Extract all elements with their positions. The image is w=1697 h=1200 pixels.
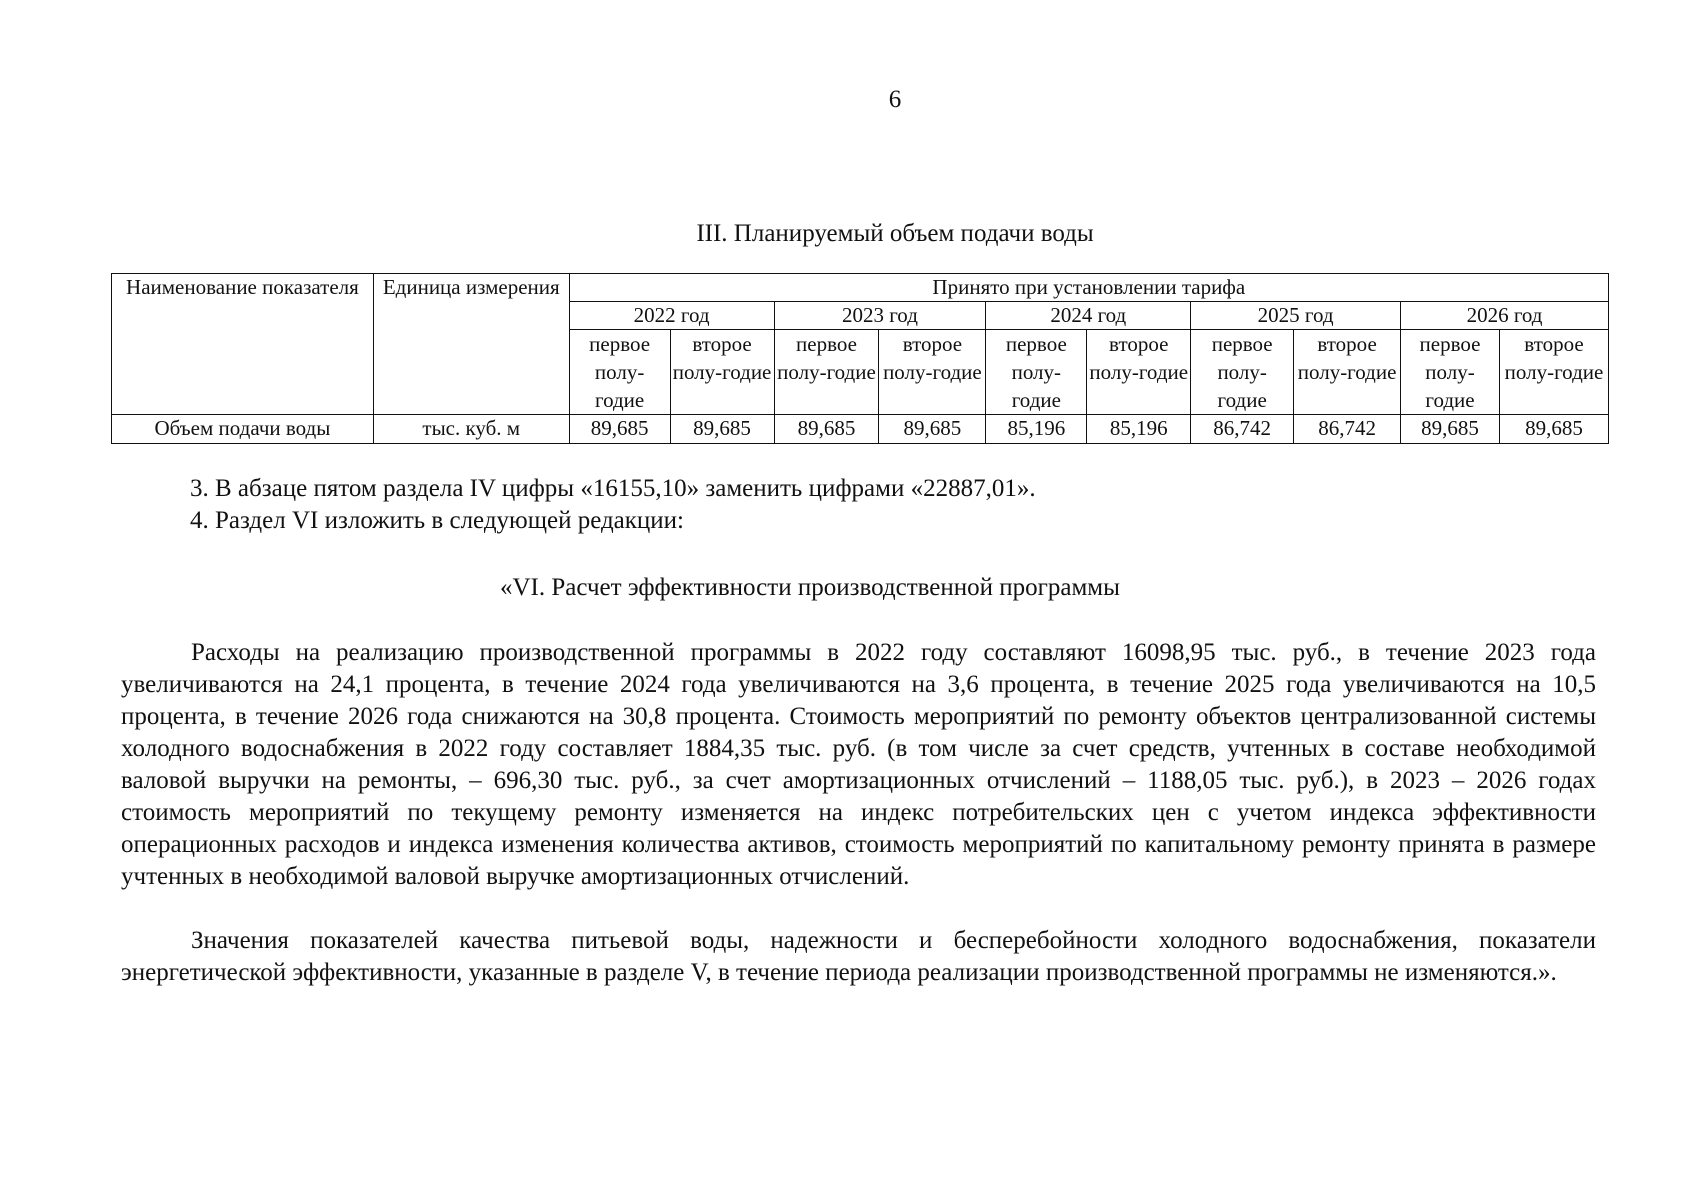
value-cell: 89,685 [1499,415,1608,443]
value-cell: 89,685 [569,415,670,443]
value-cell: 89,685 [879,415,986,443]
value-cell: 89,685 [774,415,879,443]
header-half-first: первое полу-годие [569,330,670,415]
value-cell: 86,742 [1294,415,1401,443]
header-year-2022: 2022 год [569,302,774,330]
row-name: Объем подачи воды [112,415,374,443]
header-half-first: первое полу-годие [774,330,879,415]
paragraph-indicators: Значения показателей качества питьевой воды, надежности и бесперебойности холодного водоснабжения, показатели энергетической эффективности, указанные в разделе V, в течение периода реализации производственной программы не изменяются.». [121,927,1596,986]
header-indicator: Наименование показателя [112,274,374,415]
water-volume-table [111,273,1609,444]
header-half-second: второе полу-годие [670,330,774,415]
header-year-2023: 2023 год [774,302,986,330]
header-half-first: первое полу-годие [1191,330,1294,415]
section-6-title: «VI. Расчет эффективности производственной программы [500,574,1120,601]
value-cell: 85,196 [1087,415,1191,443]
paragraph-costs: Расходы на реализацию производственной программы в 2022 году составляют 16098,95 тыс. руб., в течение 2023 года увеличиваются на 24,1 процента, в течение 2024 года увеличиваются на 3,6 процента, в течение 2025 года увеличиваются на 10,5 процента, в течение 2026 года снижаются на 30,8 процента. Стоимость мероприятий по ремонту объектов централизованной системы холодного водоснабжения в 2022 году составляет 1884,35 тыс. руб. (в том числе за счет средств, учтенных в составе необходимой валовой выручки на ремонты, – 696,30 тыс. руб., за счет амортизационных отчислений – 1188,05 тыс. руб.), в 2023 – 2026 годах стоимость мероприятий по текущему ремонту изменяется на индекс потребительских цен с учетом индекса эффективности операционных расходов и индекса изменения количества активов, стоимость мероприятий по капитальному ремонту принята в размере учтенных в необходимой валовой выручке амортизационных отчислений. [121,639,1596,890]
row-unit: тыс. куб. м [373,415,569,443]
header-unit: Единица измерения [373,274,569,415]
header-half-second: второе полу-годие [1499,330,1608,415]
header-half-second: второе полу-годие [1087,330,1191,415]
value-cell: 89,685 [670,415,774,443]
header-half-second: второе полу-годие [879,330,986,415]
header-year-2026: 2026 год [1401,302,1609,330]
table-title: III. Планируемый объем подачи воды [696,220,1094,247]
value-cell: 86,742 [1191,415,1294,443]
header-half-first: первое полу-годие [1401,330,1500,415]
value-cell: 85,196 [986,415,1087,443]
value-cell: 89,685 [1401,415,1500,443]
table-row [112,415,1609,443]
amendment-item-3: 3. В абзаце пятом раздела IV цифры «16155,10» заменить цифрами «22887,01». [190,475,1036,502]
amendment-item-4: 4. Раздел VI изложить в следующей редакции: [190,507,685,534]
header-year-2024: 2024 год [986,302,1191,330]
header-tariff-group: Принято при установлении тарифа [569,274,1608,302]
header-year-2025: 2025 год [1191,302,1401,330]
page-number: 6 [888,86,902,113]
header-half-first: первое полу-годие [986,330,1087,415]
header-half-second: второе полу-годие [1294,330,1401,415]
